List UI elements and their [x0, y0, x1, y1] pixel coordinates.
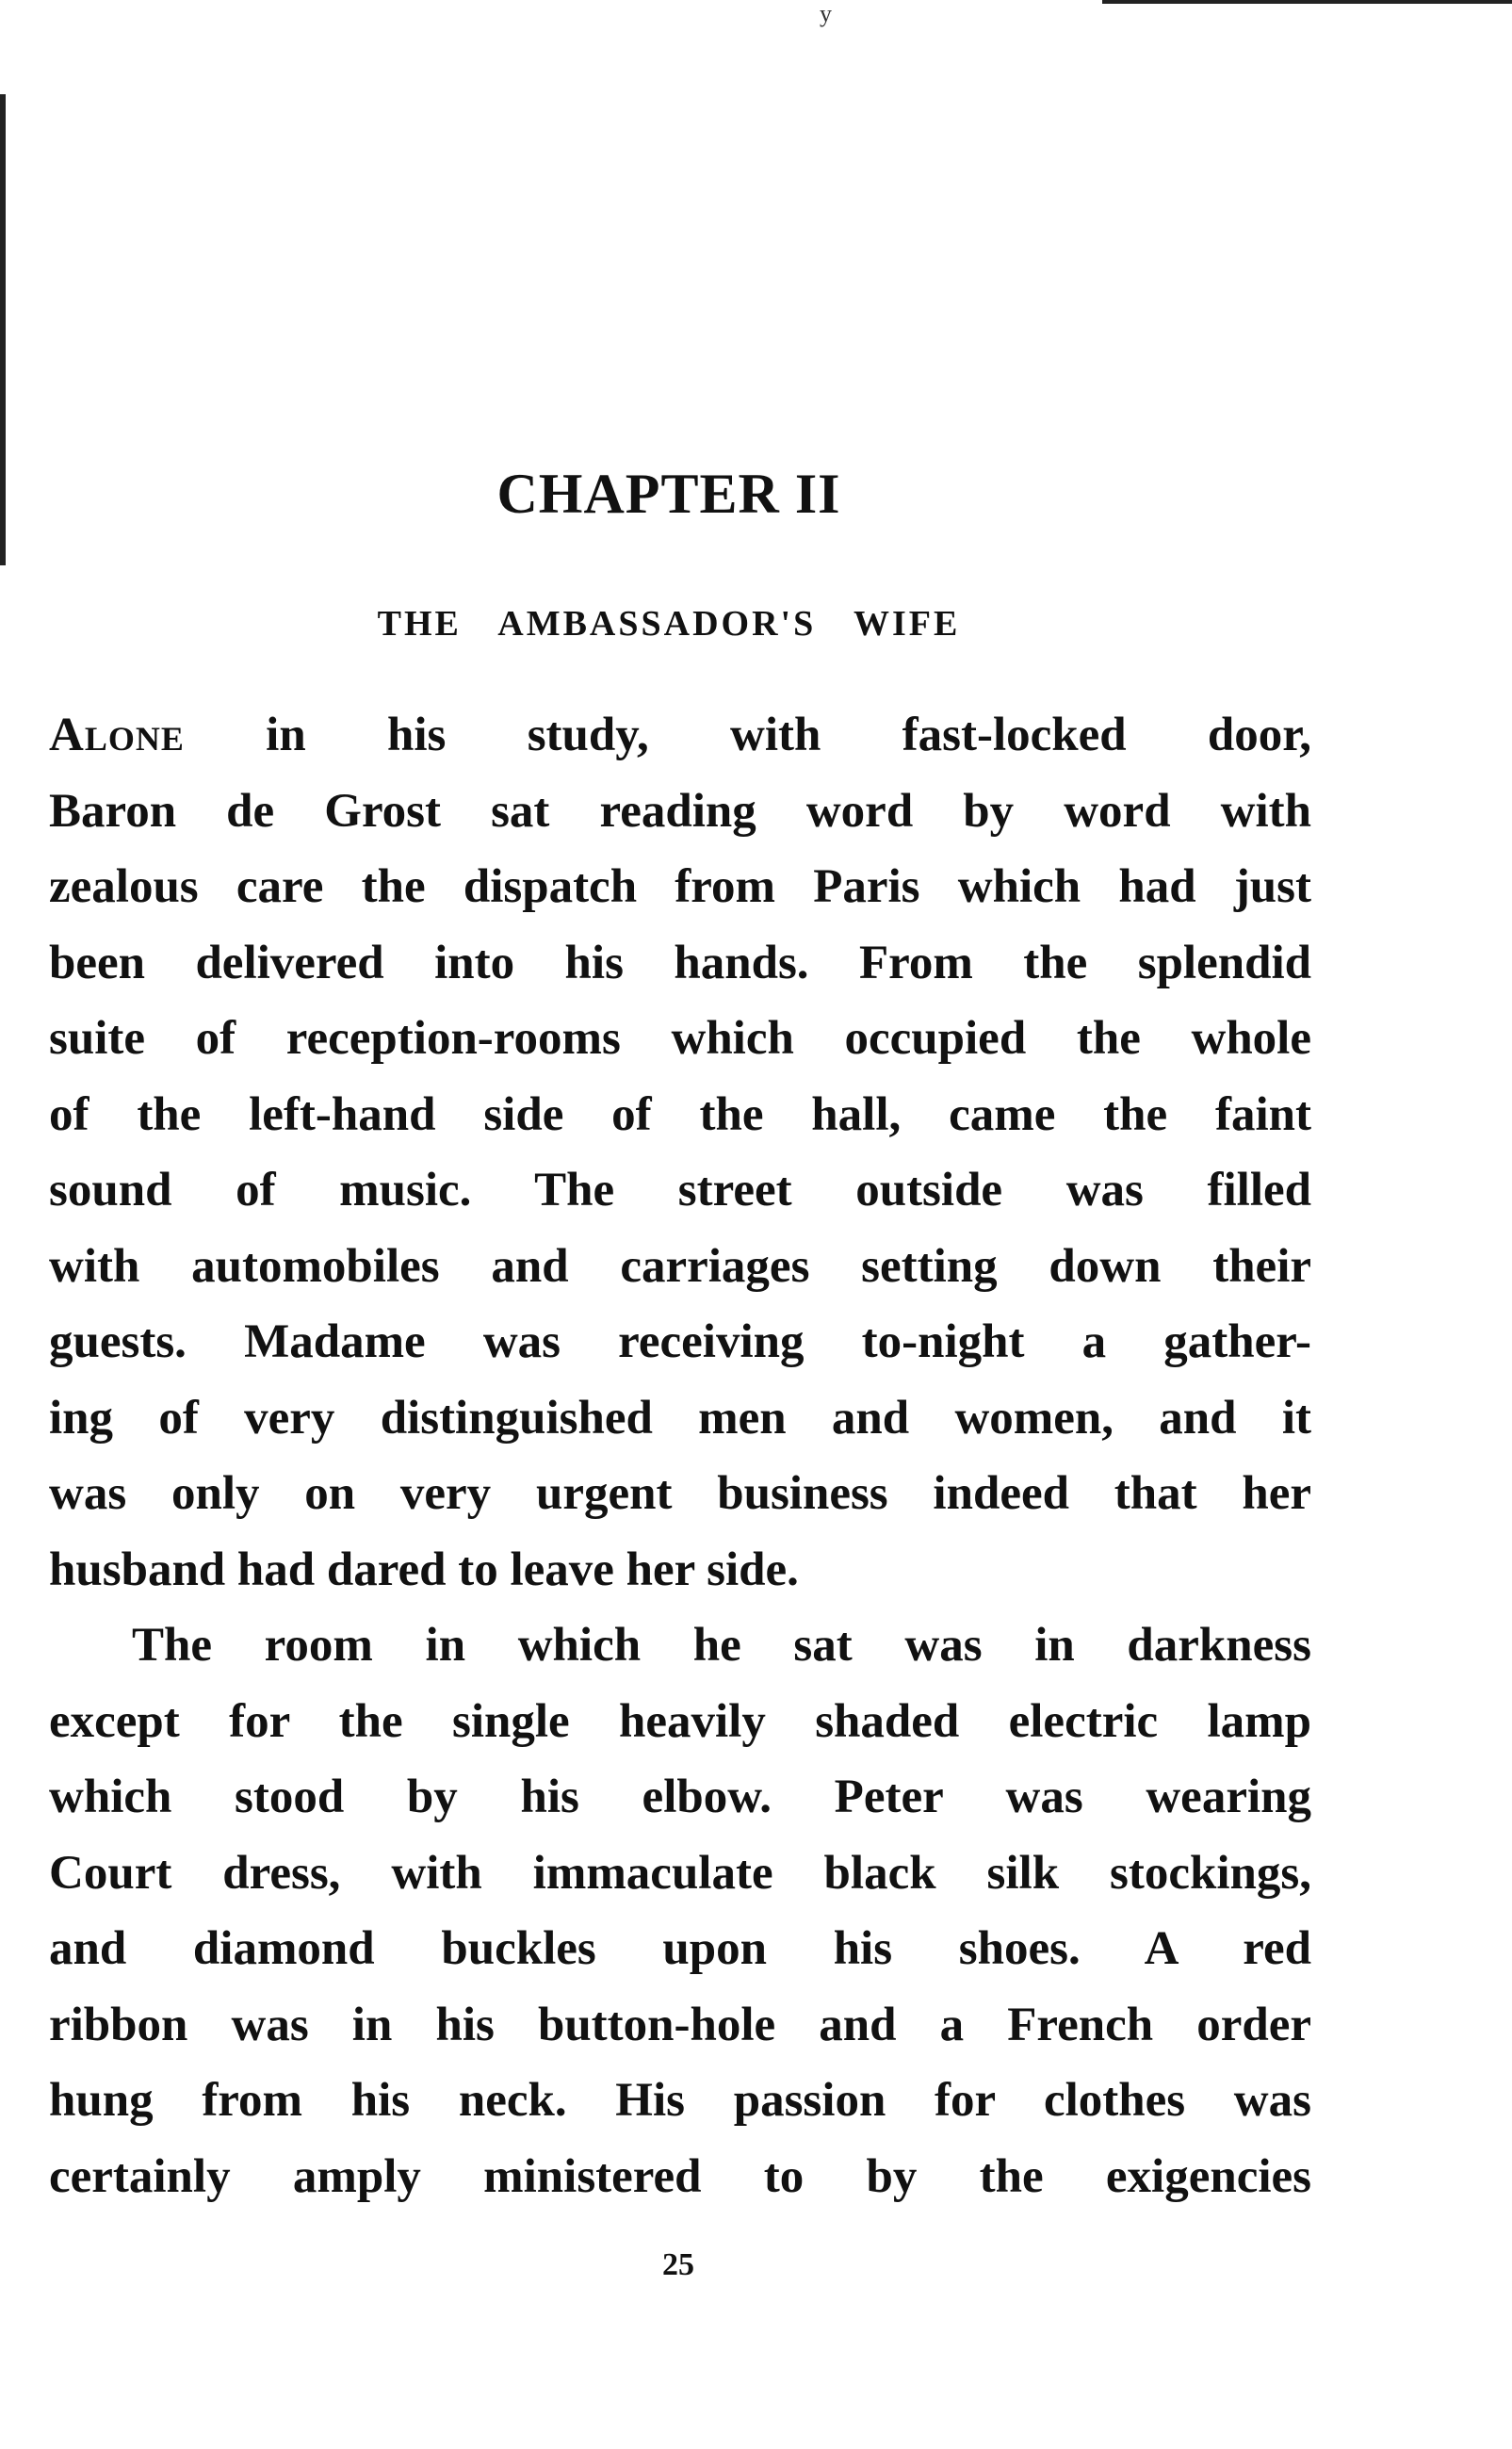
text-line: was only on very urgent business indeed that her	[49, 1467, 1311, 1520]
text-line: ribbon was in his button-hole and a French order	[49, 1998, 1311, 2051]
text-line: with automobiles and carriages setting down their	[49, 1239, 1311, 1293]
text-line-rest: in his study, with fast-locked door,	[184, 709, 1311, 761]
page-number: 25	[662, 2247, 694, 2282]
text-line: suite of reception-rooms which occupied the whole	[49, 1012, 1311, 1065]
text-line: husband had dared to leave her side.	[49, 1543, 799, 1596]
text-line: The room in which he sat was in darkness	[132, 1619, 1311, 1672]
text-line	[49, 697, 1311, 774]
text-line: certainly amply ministered to by the exigencies	[49, 2149, 1311, 2203]
text-line: of the left-hand side of the hall, came the faint	[49, 1087, 1311, 1141]
text-line: Court dress, with immaculate black silk stockings,	[49, 1846, 1311, 1900]
text-line: except for the single heavily shaded electric lamp	[49, 1694, 1311, 1748]
scan-edge-top	[1102, 0, 1512, 4]
paragraph-2	[49, 1608, 1311, 2214]
paragraph-1	[49, 697, 1311, 1608]
text-line: zealous care the dispatch from Paris which had just	[49, 860, 1311, 913]
scan-mark: y	[820, 0, 832, 27]
chapter-subtitle: THE AMBASSADOR'S WIFE	[377, 604, 961, 644]
text-line: sound of music. The street outside was filled	[49, 1164, 1311, 1216]
text-line: guests. Madame was receiving to-night a gather-	[49, 1315, 1311, 1368]
body-text	[49, 697, 1311, 2214]
drop-lead-word: Alone	[49, 709, 185, 761]
text-line: which stood by his elbow. Peter was wearing	[49, 1771, 1311, 1823]
text-line: Baron de Grost sat reading word by word with	[49, 784, 1311, 838]
chapter-title: CHAPTER II	[496, 463, 841, 525]
text-line: ing of very distinguished men and women, and it	[49, 1391, 1311, 1445]
text-line: hung from his neck. His passion for clothes was	[49, 2074, 1311, 2127]
text-line: and diamond buckles upon his shoes. A red	[49, 1922, 1311, 1975]
text-line: been delivered into his hands. From the splendid	[49, 936, 1311, 989]
